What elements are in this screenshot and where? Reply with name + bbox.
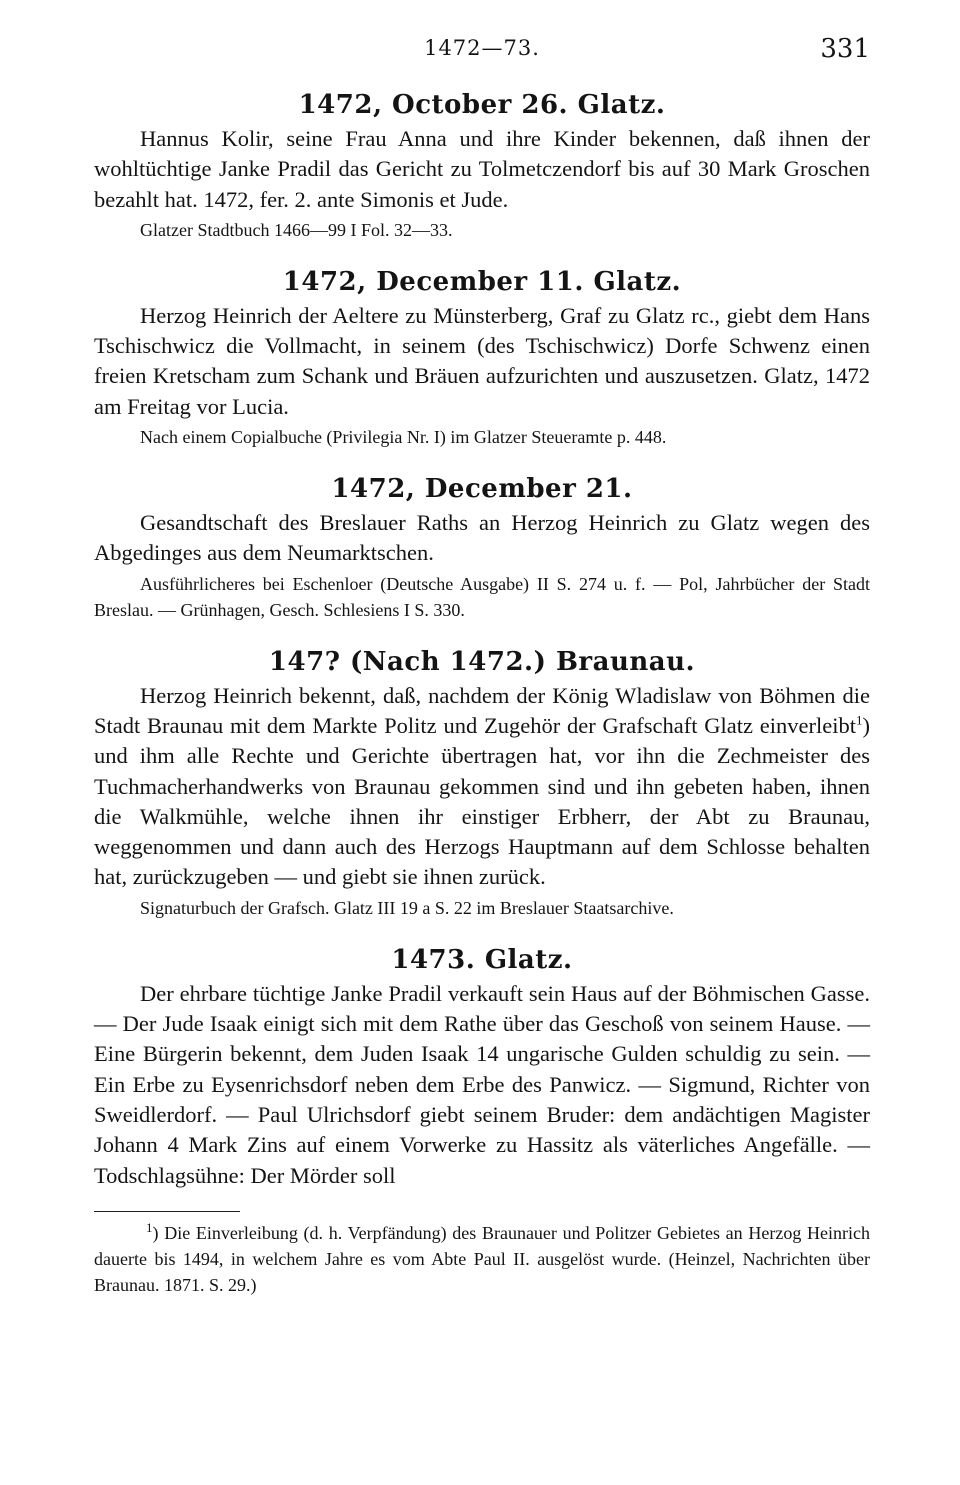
entry-source: Glatzer Stadtbuch 1466—99 I Fol. 32—33. — [140, 219, 453, 240]
entry-body-part-1: Herzog Heinrich bekennt, daß, nachdem der König Wladislaw von Böhmen die Stadt Braunau mit dem Markte Politz und Zugehör der Grafschaft Glatz einverleibt — [94, 682, 870, 738]
footnote-divider — [94, 1211, 240, 1212]
running-head — [94, 30, 870, 70]
entry-body: Gesandtschaft des Breslauer Raths an Herzog Heinrich zu Glatz wegen des Abgedinges aus dem Neumarktschen. — [94, 510, 870, 566]
page-number: 331 — [820, 34, 870, 64]
entry-body-part-2: ) und ihm alle Rechte und Gerichte übertragen hat, vor ihn die Zechmeister des Tuchmacherhandwerks von Braunau gekommen sind und ihn gebeten haben, ihnen die Walkmühle, welche ihnen ihr einstiger Erbherr, der Abt zu Braunau, weggenommen und dann auch des Herzogs Hauptmann auf dem Schlosse behalten hat, zurückzugeben — und giebt sie ihnen zurück. — [94, 712, 870, 890]
entry-body: Herzog Heinrich der Aeltere zu Münsterberg, Graf zu Glatz rc., giebt dem Hans Tschischwicz die Vollmacht, in seinem (des Tschischwicz) Dorfe Schwenz einen freien Kretscham zum Schank und Bräuen aufzurichten und auszusetzen. Glatz, 1472 am Freitag vor Lucia. — [94, 302, 870, 419]
entry-source: Signaturbuch der Grafsch. Glatz III 19 a S. 22 im Breslauer Staatsarchive. — [140, 897, 674, 918]
entry-1472-october-26 — [94, 88, 870, 243]
entry-1473-glatz — [94, 943, 870, 1191]
footnote — [94, 1220, 870, 1298]
footnote-text: ) Die Einverleibung (d. h. Verpfändung) des Braunauer und Politzer Gebietes an Herzog Heinrich dauerte bis 1494, in welchem Jahre es vom Abte Paul II. ausgelöst wurde. (Heinzel, Nachrichten über Braunau. 1871. S. 29.) — [94, 1222, 870, 1295]
running-head-title: 1472—73. — [424, 36, 540, 60]
entry-heading: 147? (Nach 1472.) Braunau. — [268, 646, 696, 677]
entry-body: Hannus Kolir, seine Frau Anna und ihre Kinder bekennen, daß ihnen der wohltüchtige Janke Pradil das Gericht zu Tolmetczendorf bis auf 30 Mark Groschen bezahlt hat. 1472, fer. 2. ante Simonis et Jude. — [94, 126, 870, 212]
entry-source: Nach einem Copialbuche (Privilegia Nr. I) im Glatzer Steueramte p. 448. — [140, 427, 667, 448]
entry-147x-braunau — [94, 645, 870, 921]
entry-heading: 1472, December 11. Glatz. — [282, 266, 682, 297]
entry-body: Der ehrbare tüchtige Janke Pradil verkauft sein Haus auf der Böhmischen Gasse. — Der Jude Isaak einigt sich mit dem Rathe über das Geschoß von seinem Hause. — Eine Bürgerin bekennt, dem Juden Isaak 14 ungarische Gulden schuldig zu sein. — Ein Erbe zu Eysenrichsdorf neben dem Erbe des Panwicz. — Sigmund, Richter von Sweidlerdorf. — Paul Ulrichsdorf giebt seinem Bruder: dem andächtigen Magister Johann 4 Mark Zins auf einem Vorwerke zu Hassitz als väterliches Angefälle. — Todschlagsühne: Der Mörder soll — [94, 980, 870, 1188]
entry-1472-december-11 — [94, 265, 870, 450]
entry-body — [94, 681, 870, 893]
entry-source: Ausführlicheres bei Eschenloer (Deutsche Ausgabe) II S. 274 u. f. — Pol, Jahrbücher der Stadt Breslau. — Grünhagen, Gesch. Schlesiens I S. 330. — [94, 573, 870, 620]
book-page — [94, 30, 870, 1298]
entry-1472-december-21 — [94, 472, 870, 623]
entry-heading: 1472, October 26. Glatz. — [298, 90, 666, 120]
footnote-mark: 1 — [146, 1219, 153, 1235]
entry-heading: 1473. Glatz. — [391, 944, 573, 975]
footnote-reference[interactable]: 1 — [856, 712, 863, 728]
entry-heading: 1472, December 21. — [331, 474, 633, 505]
